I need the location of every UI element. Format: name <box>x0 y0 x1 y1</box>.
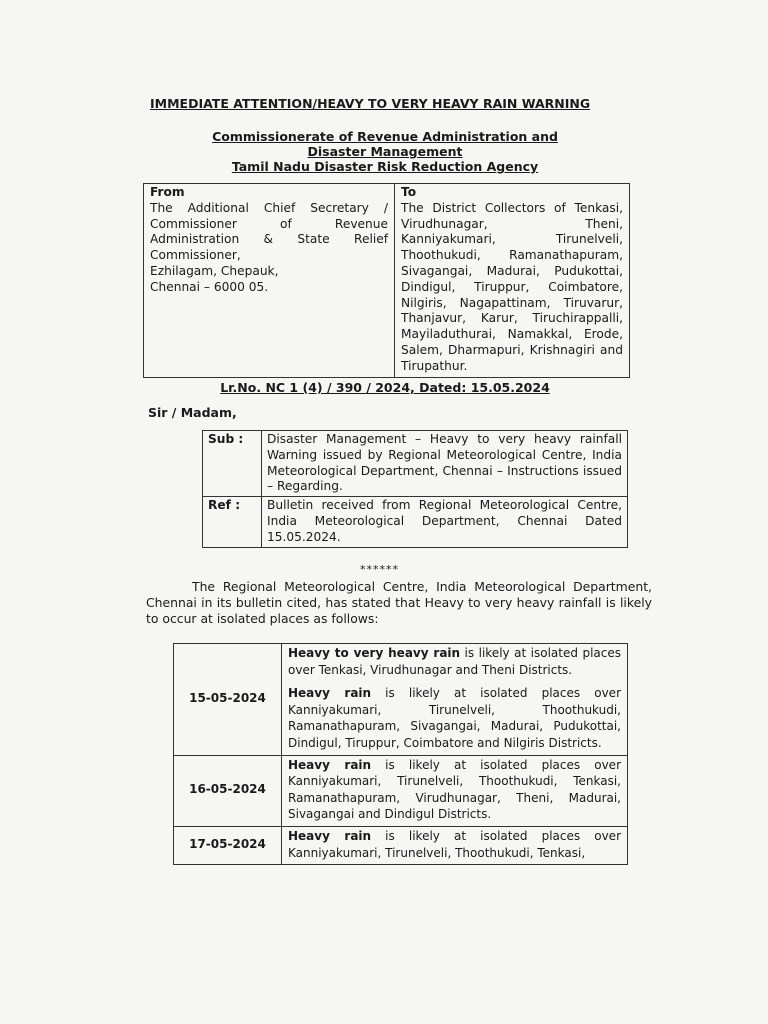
separator: ****** <box>360 563 399 576</box>
forecast-text: is likely at isolated places over Kanniyakumari, Tirunelveli, Thoothukudi, Tenkasi, <box>288 828 622 860</box>
office-heading-line1: Commissionerate of Revenue Administration and <box>212 129 558 144</box>
from-cell <box>144 184 395 378</box>
forecast-entry <box>288 828 621 861</box>
forecast-table <box>173 643 628 865</box>
address-table <box>143 183 630 378</box>
to-cell <box>395 184 630 378</box>
salutation: Sir / Madam, <box>148 405 237 420</box>
forecast-lead: Heavy to very heavy rain <box>288 646 461 660</box>
table-row <box>174 826 628 864</box>
forecast-entry <box>288 685 621 751</box>
from-text: The Additional Chief Secretary / Commissioner of Revenue Administration & State Relief Commissioner, <box>150 200 388 263</box>
reference-text: Bulletin received from Regional Meteorological Centre, India Meteorological Department, Chennai Dated 15.05.2024. <box>262 497 628 547</box>
office-heading <box>150 129 620 174</box>
to-label: To <box>401 185 417 199</box>
attention-heading: IMMEDIATE ATTENTION/HEAVY TO VERY HEAVY RAIN WARNING <box>150 96 591 111</box>
subject-reference-table <box>202 430 628 548</box>
subject-text: Disaster Management – Heavy to very heavy rainfall Warning issued by Regional Meteorological Centre, India Meteorological Department, Chennai – Instructions issued – Regarding. <box>262 431 628 497</box>
forecast-date: 17-05-2024 <box>174 826 282 864</box>
office-heading-line2: Disaster Management <box>307 144 463 159</box>
from-label: From <box>150 185 185 199</box>
forecast-lead: Heavy rain <box>288 828 372 843</box>
subject-label: Sub : <box>203 431 262 497</box>
forecast-details <box>282 826 628 864</box>
forecast-date: 16-05-2024 <box>174 755 282 826</box>
forecast-entry <box>288 757 621 823</box>
from-city-line: Chennai – 6000 05. <box>150 279 269 294</box>
intro-paragraph: The Regional Meteorological Centre, India Meteorological Department, Chennai in its bulletin cited, has stated that Heavy to very heavy rainfall is likely to occur at isolated places as follows: <box>146 579 652 626</box>
forecast-lead: Heavy rain <box>288 686 372 701</box>
from-address-line: Ezhilagam, Chepauk, <box>150 263 279 278</box>
forecast-details <box>282 755 628 826</box>
forecast-text: is likely at isolated places over Kanniyakumari, Tirunelveli, Thoothukudi, Tenkasi, Ramanathapuram, Virudhunagar, Theni, Madurai, Sivagangai and Dindigul Districts. <box>288 757 622 822</box>
forecast-entry <box>288 645 621 678</box>
forecast-lead: Heavy rain <box>288 757 372 772</box>
forecast-details <box>282 644 628 756</box>
reference-label: Ref : <box>203 497 262 547</box>
forecast-text: is likely at isolated places over Tenkasi, Virudhunagar and Theni Districts. <box>288 646 621 677</box>
table-row <box>174 755 628 826</box>
letter-number: Lr.No. NC 1 (4) / 390 / 2024, Dated: 15.05.2024 <box>220 380 550 395</box>
table-row <box>174 644 628 756</box>
office-heading-line3: Tamil Nadu Disaster Risk Reduction Agency <box>231 159 539 174</box>
to-text: The District Collectors of Tenkasi, Virudhunagar, Theni, Kanniyakumari, Tirunelveli, Thoothukudi, Ramanathapuram, Sivagangai, Madurai, Pudukottai, Dindigul, Tiruppur, Coimbatore, Nilgiris, Nagapattinam, Tiruvarur, Thanjavur, Karur, Tiruchirappalli, Mayiladuthurai, Namakkal, Erode, Salem, Dharmapuri, Krishnagiri and Tirupathur. <box>401 200 623 373</box>
forecast-text: is likely at isolated places over Kanniyakumari, Tirunelveli, Thoothukudi, Ramanathapuram, Sivagangai, Madurai, Pudukottai, Dindigul, Tiruppur, Coimbatore and Nilgiris Districts. <box>288 686 622 750</box>
forecast-date: 15-05-2024 <box>174 644 282 756</box>
